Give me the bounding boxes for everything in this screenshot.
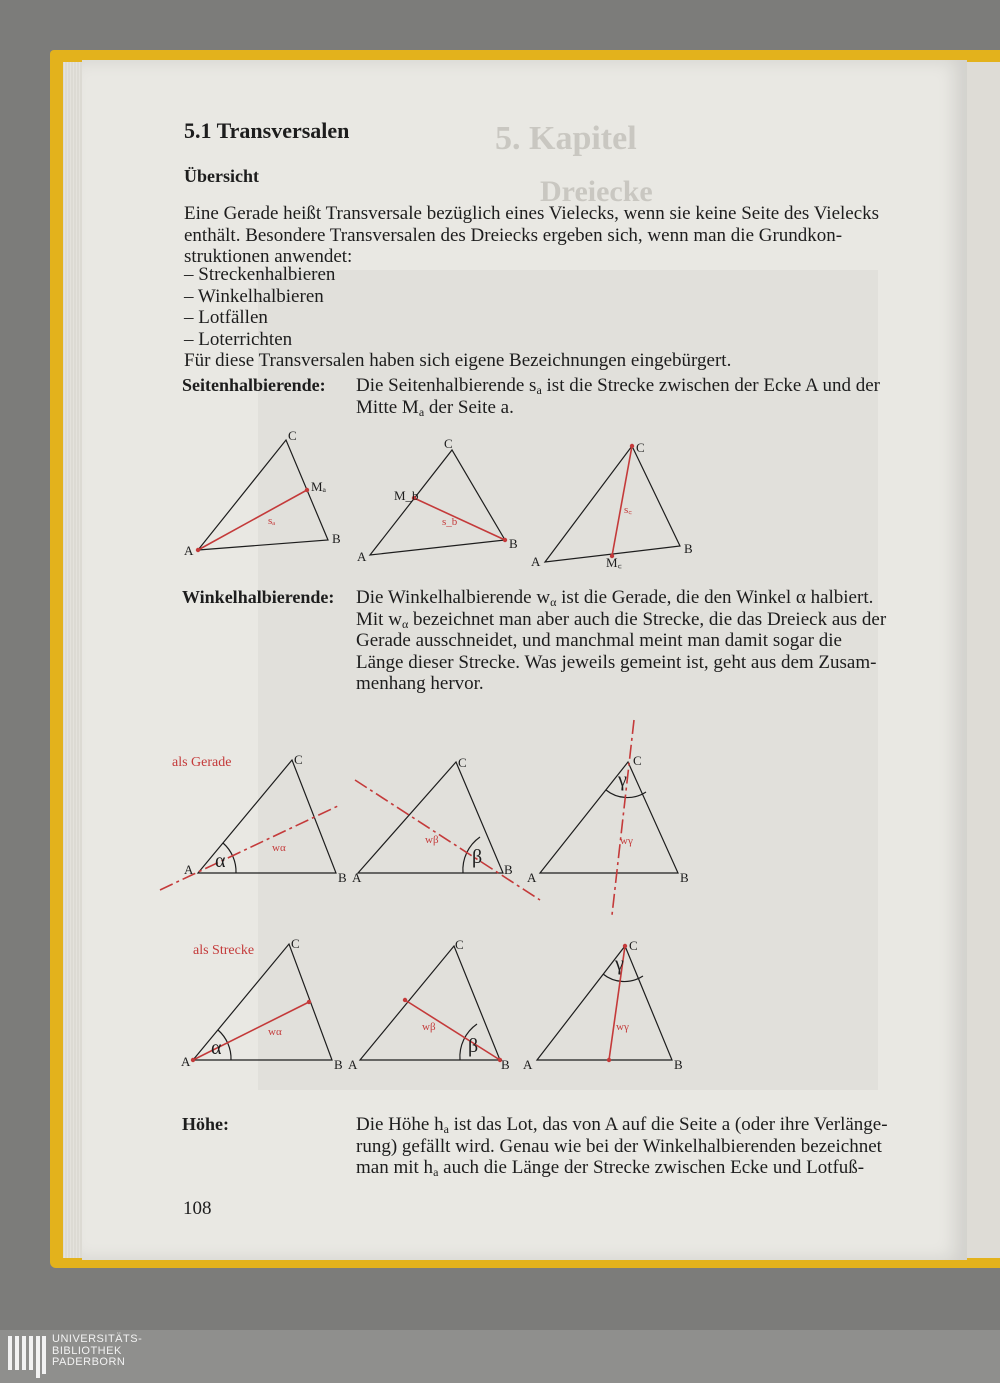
text-run: Die Winkelhalbierende w bbox=[356, 587, 551, 608]
subscript: a bbox=[536, 383, 542, 397]
intro-line: struktionen anwendet: bbox=[184, 246, 353, 267]
text-line: Länge dieser Strecke. Was jeweils gemeint ist, geht aus dem Zusam- bbox=[356, 651, 877, 673]
caption-als-strecke: als Strecke bbox=[193, 943, 255, 958]
bisector-line bbox=[612, 720, 634, 915]
vertex-label: B bbox=[338, 870, 347, 885]
angle-label: α bbox=[211, 1037, 222, 1059]
point-marker bbox=[191, 1058, 195, 1062]
vertex-label: A bbox=[531, 554, 541, 569]
library-name-line: UNIVERSITÄTS- bbox=[52, 1333, 143, 1345]
midpoint-label: M꜀ bbox=[606, 555, 623, 570]
text-run: bezeichnet man aber auch die Strecke, die das Dreieck aus der bbox=[408, 608, 887, 630]
triangle-bisector-segment-c bbox=[537, 946, 672, 1060]
angle-label: γ bbox=[615, 953, 624, 975]
vertex-label: B bbox=[684, 541, 693, 556]
list-item: – Streckenhalbieren bbox=[184, 264, 336, 285]
text-run: ist die Strecke zwischen der Ecke A und der bbox=[541, 375, 880, 396]
text-run: ist die Gerade, die den Winkel α halbiert. bbox=[556, 587, 874, 608]
vertex-label: A bbox=[181, 1054, 191, 1069]
vertex-label: B bbox=[332, 531, 341, 546]
median-label: s_b bbox=[442, 516, 458, 528]
bisector-label: wβ bbox=[425, 834, 439, 846]
bisector-label: wα bbox=[272, 842, 286, 854]
text-run: Die Seitenhalbierende s bbox=[356, 375, 537, 396]
vertex-label: B bbox=[504, 862, 513, 877]
vertex-label: B bbox=[680, 870, 689, 885]
text-run: Mit w bbox=[356, 608, 402, 630]
subscript: α bbox=[401, 616, 409, 631]
show-through-subheading: Dreiecke bbox=[540, 175, 653, 208]
triangle-median-a bbox=[198, 440, 328, 550]
library-name-line: BIBLIOTHEK bbox=[52, 1344, 122, 1357]
text-line: rung) gefällt wird. Genau wie bei der Winkelhalbierenden bezeichnet bbox=[356, 1135, 882, 1157]
angle-label: γ bbox=[618, 769, 627, 791]
vertex-label: C bbox=[636, 440, 645, 455]
library-logo-icon bbox=[8, 1336, 46, 1378]
summary-sentence: Für diese Transversalen haben sich eigene Bezeichnungen eingebürgert. bbox=[184, 350, 732, 371]
text-line: Gerade ausschneidet, und manchmal meint man damit sogar die bbox=[356, 630, 842, 651]
point-marker bbox=[503, 538, 507, 542]
median-line bbox=[612, 446, 632, 556]
bisector-label: wβ bbox=[422, 1021, 436, 1033]
vertex-label: B bbox=[674, 1057, 683, 1072]
bisector-segment bbox=[405, 1000, 500, 1060]
point-marker bbox=[307, 1000, 311, 1004]
list-item: – Winkelhalbieren bbox=[184, 285, 324, 307]
vertex-label: A bbox=[527, 870, 537, 885]
subscript: a bbox=[443, 1122, 449, 1136]
vertex-label: A bbox=[184, 543, 194, 558]
text-run: man mit h bbox=[356, 1157, 434, 1178]
vertex-label: A bbox=[184, 862, 194, 877]
vertex-label: C bbox=[458, 755, 467, 770]
subscript: a bbox=[433, 1165, 439, 1179]
library-name bbox=[52, 1334, 142, 1369]
bisector-label: wα bbox=[268, 1026, 282, 1038]
midpoint-label: Mₐ bbox=[311, 479, 327, 494]
point-marker bbox=[403, 998, 407, 1002]
text-run: Die Höhe h bbox=[356, 1114, 444, 1135]
bisector-line bbox=[160, 805, 340, 890]
vertex-label: C bbox=[291, 936, 300, 951]
bisector-line bbox=[355, 780, 540, 900]
point-marker bbox=[305, 488, 309, 492]
term-hoehe: Höhe: bbox=[182, 1114, 229, 1134]
term-seitenhalbierende: Seitenhalbierende: bbox=[182, 375, 326, 395]
vertex-label: C bbox=[288, 428, 297, 443]
median-label: sₐ bbox=[268, 515, 276, 527]
intro-line: enthält. Besondere Transversalen des Dreiecks ergeben sich, wenn man die Grundkon- bbox=[184, 224, 843, 246]
vertex-label: A bbox=[523, 1057, 533, 1072]
median-line bbox=[414, 498, 505, 540]
term-winkelhalbierende: Winkelhalbierende: bbox=[182, 587, 335, 607]
angle-label: α bbox=[215, 850, 226, 872]
point-marker bbox=[623, 944, 627, 948]
vertex-label: C bbox=[444, 436, 453, 451]
vertex-label: A bbox=[352, 870, 362, 885]
vertex-label: C bbox=[294, 752, 303, 767]
bisector-label: wγ bbox=[620, 835, 633, 847]
list-item: – Lotfällen bbox=[184, 307, 268, 328]
angle-label: β bbox=[472, 846, 483, 868]
vertex-label: A bbox=[348, 1057, 358, 1072]
text-run: auch die Länge der Strecke zwischen Ecke und Lotfuß- bbox=[438, 1157, 865, 1178]
median-line bbox=[198, 490, 307, 550]
vertex-label: B bbox=[501, 1057, 510, 1072]
library-name-line: PADERBORN bbox=[52, 1356, 126, 1368]
point-marker bbox=[607, 1058, 611, 1062]
text-run: ist das Lot, das von A auf die Seite a (oder ihre Verlänge- bbox=[448, 1114, 888, 1135]
vertex-label: C bbox=[633, 753, 642, 768]
subscript: α bbox=[550, 595, 557, 609]
bisector-label: wγ bbox=[616, 1021, 629, 1033]
intro-line: Eine Gerade heißt Transversale bezüglich eines Vielecks, wenn sie keine Seite des Vielecks bbox=[184, 203, 880, 224]
triangle-bisector-segment-b bbox=[360, 946, 500, 1060]
vertex-label: B bbox=[334, 1057, 343, 1072]
section-title: 5.1 Transversalen bbox=[184, 118, 350, 143]
subsection-title: Übersicht bbox=[184, 166, 259, 186]
point-marker bbox=[630, 444, 634, 448]
triangle-bisector-line-c bbox=[540, 762, 678, 873]
vertex-label: B bbox=[509, 536, 518, 551]
caption-als-gerade: als Gerade bbox=[172, 755, 232, 770]
vertex-label: C bbox=[629, 938, 638, 953]
page-number: 108 bbox=[183, 1198, 212, 1219]
text-run: Mitte M bbox=[356, 396, 419, 418]
angle-label: β bbox=[468, 1035, 479, 1057]
midpoint-label: M_b bbox=[394, 488, 419, 503]
text-line: menhang hervor. bbox=[356, 673, 484, 694]
triangle-median-b bbox=[370, 450, 505, 555]
list-item: – Loterrichten bbox=[184, 328, 293, 350]
point-marker bbox=[196, 548, 200, 552]
show-through-heading: 5. Kapitel bbox=[495, 120, 637, 157]
median-label: s꜀ bbox=[624, 504, 633, 516]
vertex-label: A bbox=[357, 549, 367, 564]
library-footer bbox=[0, 1330, 1000, 1383]
text-run: der Seite a. bbox=[424, 396, 514, 418]
subscript: a bbox=[418, 404, 425, 419]
triangle-median-c bbox=[545, 446, 680, 562]
vertex-label: C bbox=[455, 937, 464, 952]
